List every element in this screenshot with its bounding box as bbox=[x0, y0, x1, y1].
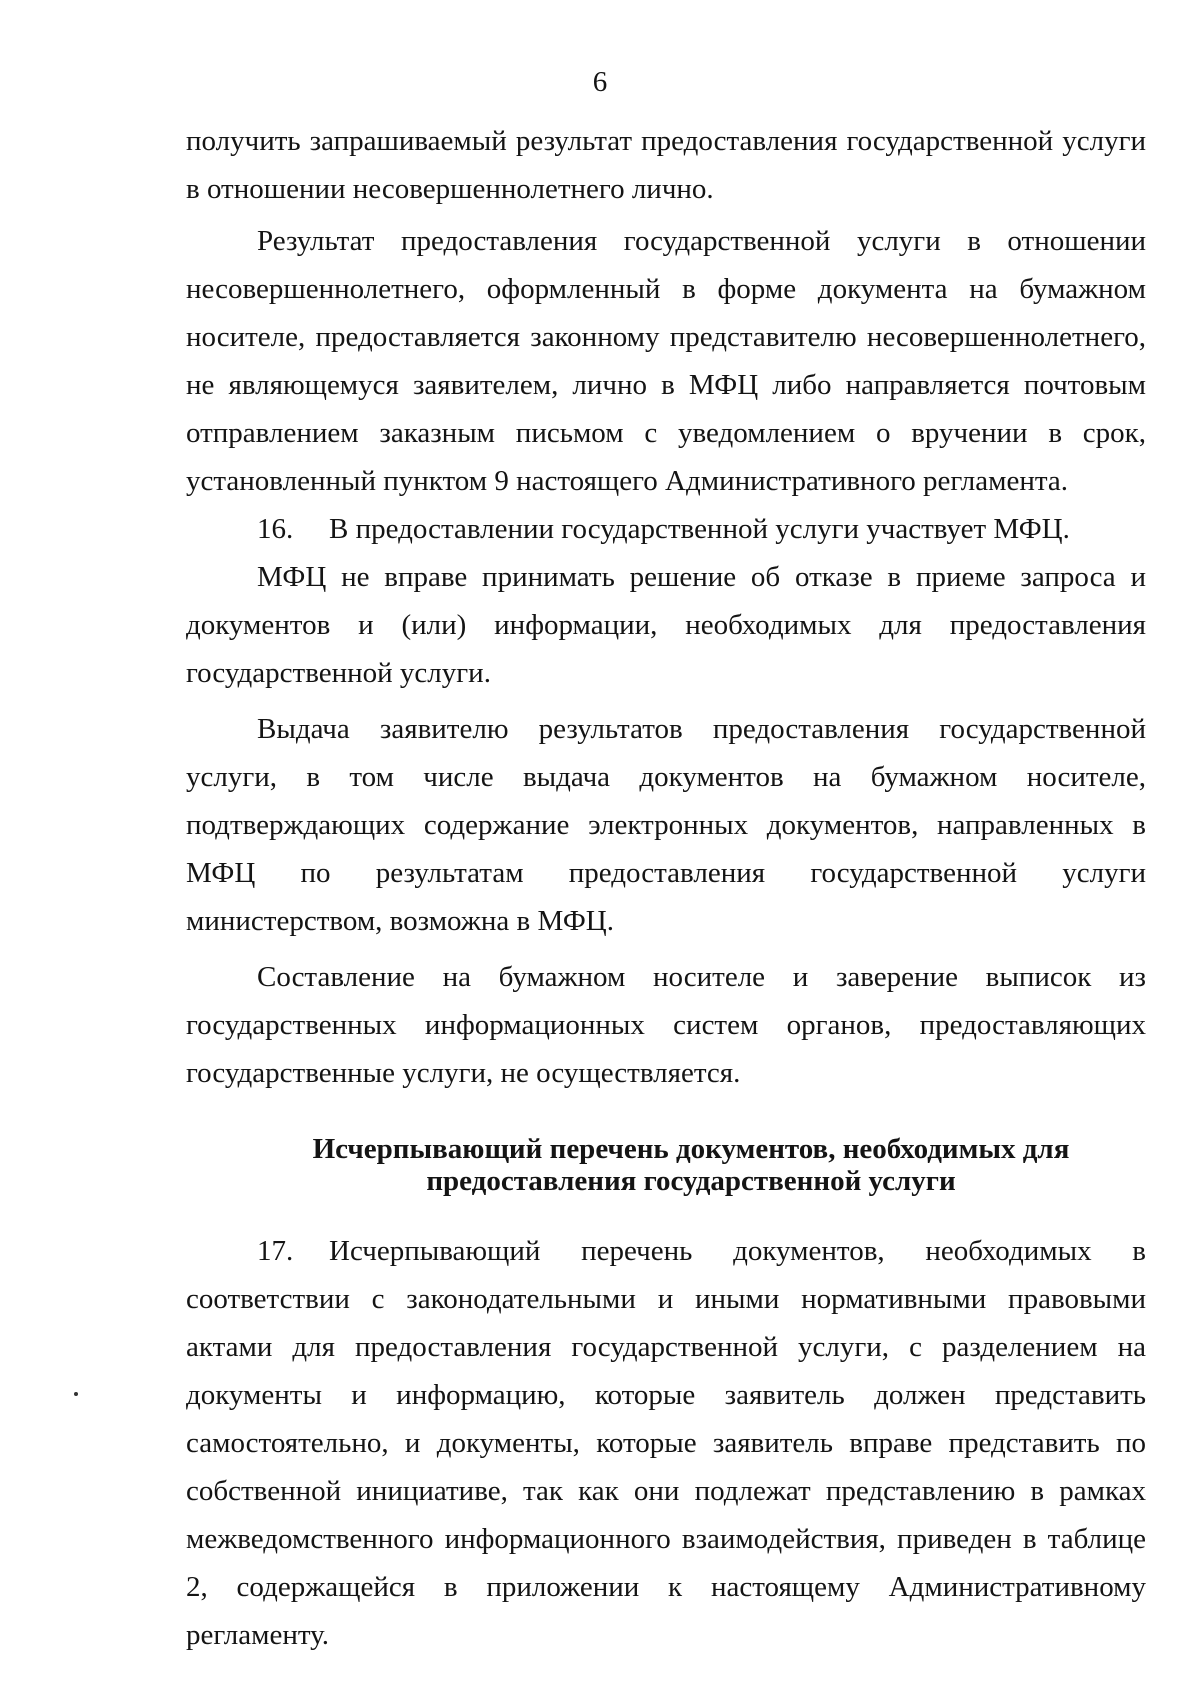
paragraph-continuation: получить запрашиваемый результат предоставления государственной услуги в отношении несовершеннолетнего лично. bbox=[186, 125, 1146, 205]
section-heading-line-2: предоставления государственной услуги bbox=[426, 1165, 956, 1197]
clause-number-17: 17. bbox=[257, 1235, 294, 1267]
clause-text-16: В предоставлении государственной услуги участвует МФЦ. bbox=[329, 513, 1070, 545]
paragraph-17 bbox=[186, 1227, 1146, 1659]
clause-number-16: 16. bbox=[257, 513, 294, 545]
document-body bbox=[186, 117, 1146, 1659]
page-number: 6 bbox=[592, 66, 608, 98]
paragraph-issuance: Выдача заявителю результатов предоставления государственной услуги, в том числе выдача документов на бумажном носителе, подтверждающих содержание электронных документов, направленных в МФЦ по результатам предоставления государственной услуги министерством, возможна в МФЦ. bbox=[186, 713, 1146, 937]
section-heading-line-1: Исчерпывающий перечень документов, необходимых для bbox=[312, 1133, 1070, 1165]
paragraph-result-delivery: Результат предоставления государственной услуги в отношении несовершеннолетнего, оформленный в форме документа на бумажном носителе, предоставляется законному представителю несовершеннолетнего, не являющемуся заявителем, лично в МФЦ либо направляется почтовым отправлением заказным письмом с уведомлением о вручении в срок, установленный пунктом 9 настоящего Административного регламента. bbox=[186, 225, 1146, 497]
paragraph-extracts: Составление на бумажном носителе и заверение выписок из государственных информационных систем органов, предоставляющих государственные услуги, не осуществляется. bbox=[186, 961, 1146, 1089]
paragraph-16 bbox=[186, 505, 1146, 553]
paragraph-mfc-rights: МФЦ не вправе принимать решение об отказе в приеме запроса и документов и (или) информации, необходимых для предоставления государственной услуги. bbox=[186, 561, 1146, 689]
scan-speck bbox=[74, 1392, 78, 1396]
section-heading bbox=[186, 1133, 1146, 1197]
clause-text-17: Исчерпывающий перечень документов, необходимых в соответствии с законодательными и иными нормативными правовыми актами для предоставления государственной услуги, с разделением на документы и информацию, которые заявитель должен представить самостоятельно, и документы, которые заявитель вправе представить по собственной инициативе, так как они подлежат представлению в рамках межведомственного информационного взаимодействия, приведен в таблице 2, содержащейся в приложении к настоящему Административному регламенту. bbox=[186, 1235, 1146, 1651]
